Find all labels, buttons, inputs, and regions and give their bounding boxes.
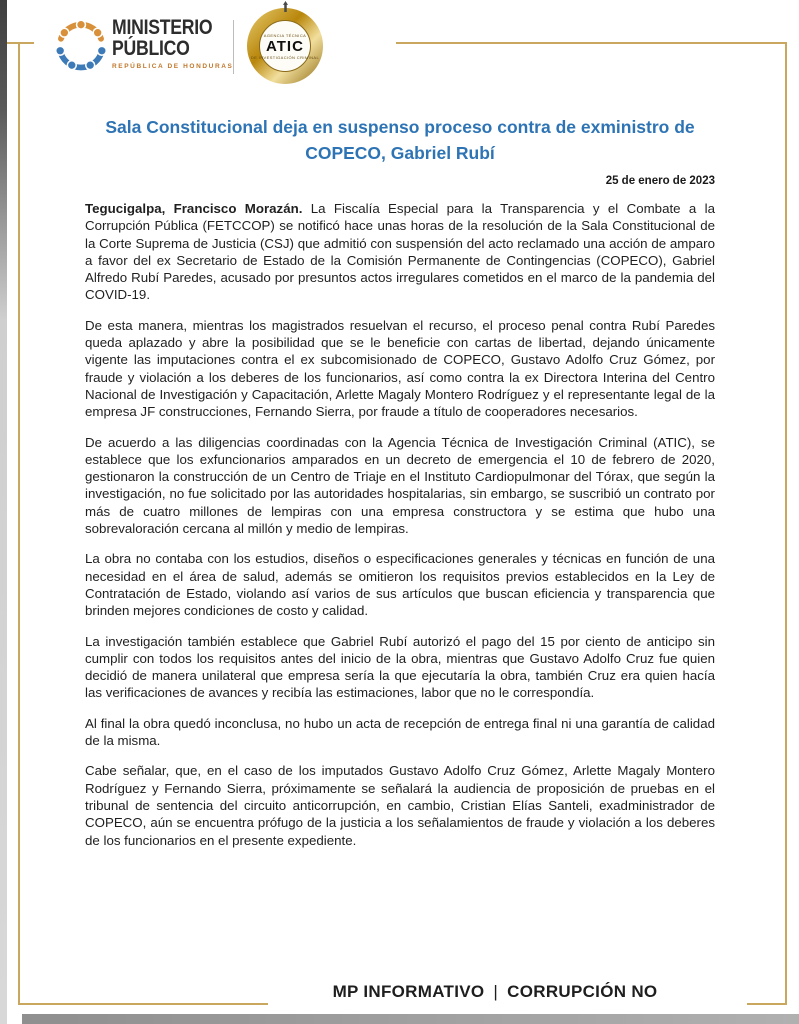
- scan-edge-left: [0, 0, 7, 1024]
- paragraph: [85, 762, 715, 848]
- paragraph: [85, 550, 715, 619]
- mp-wordmark-line2: PÚBLICO: [112, 37, 190, 60]
- paragraph: [85, 200, 715, 304]
- paragraph: [85, 715, 715, 750]
- footer-right-label: CORRUPCIÓN NO: [507, 982, 658, 1001]
- paragraph-text: Cabe señalar, que, en el caso de los imputados Gustavo Adolfo Cruz Gómez, Arlette Magaly Montero Rodríguez y Fernando Sierra, próximamente se señalará la audiencia de proposición de pruebas en el tribunal de sentencia del circuito anticorrupción, en cambio, Cristian Elías Santeli, exadministrador de COPECO, aún se encuentra prófugo de la justicia a los señalamientos de fraude y violación a los deberes de los funcionarios en el presente expediente.: [85, 763, 715, 848]
- article-date: 25 de enero de 2023: [605, 175, 715, 187]
- mp-wordmark-line1: MINISTERIO: [112, 16, 213, 39]
- paragraph-text: De acuerdo a las diligencias coordinadas con la Agencia Técnica de Investigación Criminal (ATIC), se establece que los exfuncionarios amparados en un decreto de emergencia el 10 de febrero de 2020, gestionaron la construcción de un Centro de Triaje en el Instituto Cardiopulmonar del Tórax, que según la investigación, no fue solicitado por las autoridades hospitalarias, sin embargo, se suscribió un contrato por más de cuatro millones de lempiras con una empresa constructora y se estima que hubo una sobrevaloración cercana al millón y medio de lempiras.: [85, 434, 715, 537]
- paragraph-text: Al final la obra quedó inconclusa, no hubo un acta de recepción de entrega final ni una garantía de calidad de la misma.: [85, 715, 715, 749]
- atic-label: ATIC: [266, 37, 304, 55]
- paragraph-text: La Fiscalía Especial para la Transparencia y el Combate a la Corrupción Pública (FETCCOP) se notificó hace unas horas de la resolución de la Sala Constitucional de la Corte Suprema de Justicia (CSJ) que admitió con suspensión del acto reclamado una acción de amparo a favor del ex Secretario de Estado de la Comisión Permanente de Contingencias (COPECO), Gabriel Alfredo Rubí Paredes, acusado por presuntos actos irregulares cometidos en el marco de la pandemia del COVID-19.: [85, 201, 715, 303]
- frame-line-bottom-left: [18, 1003, 268, 1005]
- article-title: Sala Constitucional deja en suspenso proceso contra de exministro de COPECO, Gabriel Rubí: [105, 117, 695, 163]
- paragraph-text: La obra no contaba con los estudios, diseños o especificaciones generales y técnicas en función de una necesidad en el área de salud, además se omitieron los requisitos previos establecidos en la Ley de Contratación de Estado, violando así varios de sus artículos que buscan eficiencia y transparencia que brinden mejores condiciones de costo y calidad.: [85, 551, 715, 619]
- atic-badge-inner: [250, 20, 320, 72]
- footer-separator: |: [493, 982, 499, 1001]
- atic-arc-top-text: AGENCIA TÉCNICA: [263, 32, 307, 38]
- mp-wordmark-subtitle: REPÚBLICA DE HONDURAS: [112, 63, 234, 70]
- atic-badge-icon: [247, 8, 323, 84]
- paragraph-text: La investigación también establece que Gabriel Rubí autorizó el pago del 15 por ciento de anticipo sin cumplir con todos los requisitos antes del inicio de la obra, mientras que Gustavo Adolfo Cruz fue quien decidió de manera unilateral que empresa sería la que ejecutaría la obra, también Cruz era quien hacía las verificaciones de avances y recibía las estimaciones, labor que no le correspondía.: [85, 633, 715, 701]
- dateline-lead: Tegucigalpa, Francisco Morazán.: [85, 201, 303, 216]
- atic-arc-bottom-text: DE INVESTIGACIÓN CRIMINAL: [250, 54, 320, 60]
- ministerio-publico-wordmark: [112, 17, 233, 70]
- paragraph: [85, 434, 715, 538]
- footer-slogan: [333, 982, 658, 1002]
- scan-edge-bottom: [22, 1014, 799, 1024]
- ministerio-publico-emblem-icon: [50, 15, 112, 77]
- frame-line-bottom-right: [747, 1003, 787, 1005]
- document-header: [0, 0, 799, 98]
- article-content: [0, 114, 799, 849]
- paragraph: [85, 317, 715, 421]
- paragraph-text: De esta manera, mientras los magistrados resuelvan el recurso, el proceso penal contra Rubí Paredes queda aplazado y abre la posibilidad que se le beneficie con cartas de libertad, dejando únicamente vigente las imputaciones contra el ex subcomisionado de COPECO, Gustavo Adolfo Cruz Gómez, por fraude y violación a los deberes de los funcionarios, así como contra la ex Directora Interina del Centro Nacional de Investigación y Capacitación, Arlette Magaly Montero Rodríguez y el representante legal de la empresa JF construcciones, Fernando Sierra, por fraude a título de cooperadores necesarios.: [85, 317, 715, 420]
- article-body: [85, 200, 715, 849]
- atic-crest-icon: [281, 1, 290, 12]
- paragraph: [85, 633, 715, 702]
- logo-divider: [233, 20, 234, 74]
- footer-left-label: MP INFORMATIVO: [332, 982, 485, 1001]
